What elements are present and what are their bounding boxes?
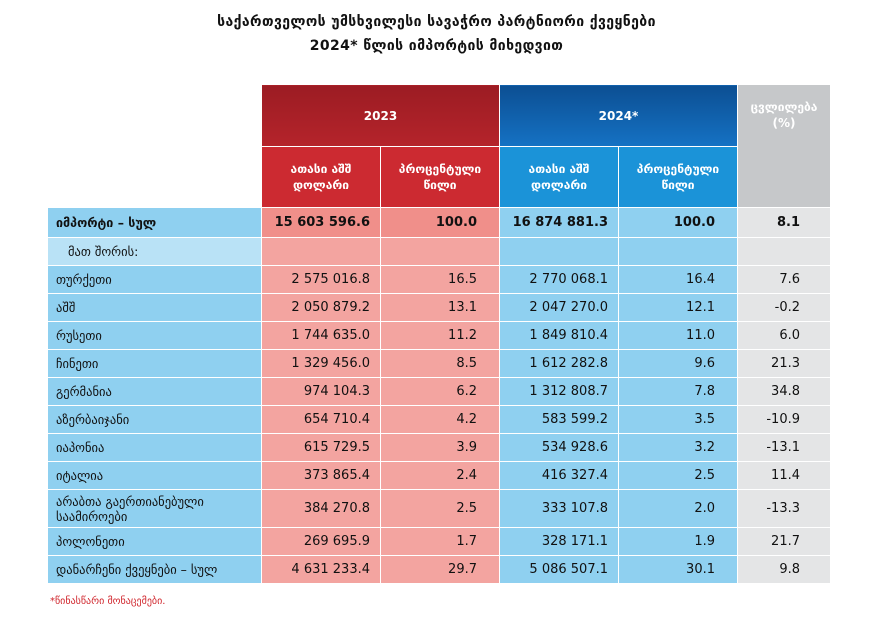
table-header — [48, 85, 831, 208]
table-row — [48, 378, 831, 406]
table-row — [48, 294, 831, 322]
header-2023: 2023 — [262, 85, 500, 147]
row-label: იტალია — [48, 462, 262, 490]
row-label: იაპონია — [48, 434, 262, 462]
value-2024-cell: 333 107.8 — [500, 490, 619, 528]
share-2023-cell: 2.4 — [381, 462, 500, 490]
share-2023-cell: 4.2 — [381, 406, 500, 434]
change-cell: 11.4 — [738, 462, 831, 490]
row-label: არაბთა გაერთიანებული საამიროები — [48, 490, 262, 528]
value-2023-cell: 373 865.4 — [262, 462, 381, 490]
change-cell: 34.8 — [738, 378, 831, 406]
share-2023-cell: 1.7 — [381, 528, 500, 556]
table-row — [48, 462, 831, 490]
value-2023-cell: 384 270.8 — [262, 490, 381, 528]
change-cell: 21.3 — [738, 350, 831, 378]
table-row — [48, 406, 831, 434]
share-2024-cell: 9.6 — [619, 350, 738, 378]
header-2023-share: პროცენტული წილი — [381, 147, 500, 208]
header-blank — [48, 85, 262, 208]
row-label: მათ შორის: — [48, 238, 262, 266]
value-2023-cell: 615 729.5 — [262, 434, 381, 462]
value-2023-cell — [262, 238, 381, 266]
table-row — [48, 266, 831, 294]
table-row — [48, 208, 831, 238]
import-table — [47, 84, 831, 584]
row-label: აზერბაიჯანი — [48, 406, 262, 434]
value-2023-cell: 4 631 233.4 — [262, 556, 381, 584]
value-2023-cell: 1 744 635.0 — [262, 322, 381, 350]
value-2023-cell: 2 050 879.2 — [262, 294, 381, 322]
share-2024-cell: 2.0 — [619, 490, 738, 528]
share-2024-cell: 30.1 — [619, 556, 738, 584]
table-row — [48, 322, 831, 350]
table-row — [48, 238, 831, 266]
share-2023-cell — [381, 238, 500, 266]
share-2024-cell: 2.5 — [619, 462, 738, 490]
header-2024-share: პროცენტული წილი — [619, 147, 738, 208]
share-2024-cell: 16.4 — [619, 266, 738, 294]
footnote: *წინასწარი მონაცემები. — [50, 596, 166, 607]
value-2024-cell — [500, 238, 619, 266]
change-cell: 8.1 — [738, 208, 831, 238]
share-2023-cell: 8.5 — [381, 350, 500, 378]
share-2023-cell: 11.2 — [381, 322, 500, 350]
change-cell: 21.7 — [738, 528, 831, 556]
value-2024-cell: 2 770 068.1 — [500, 266, 619, 294]
share-2024-cell: 1.9 — [619, 528, 738, 556]
value-2024-cell: 1 612 282.8 — [500, 350, 619, 378]
share-2023-cell: 13.1 — [381, 294, 500, 322]
share-2023-cell: 6.2 — [381, 378, 500, 406]
share-2024-cell: 11.0 — [619, 322, 738, 350]
value-2023-cell: 974 104.3 — [262, 378, 381, 406]
header-2024: 2024* — [500, 85, 738, 147]
value-2024-cell: 2 047 270.0 — [500, 294, 619, 322]
value-2024-cell: 1 312 808.7 — [500, 378, 619, 406]
share-2024-cell: 7.8 — [619, 378, 738, 406]
title-line-2: 2024* წლის იმპორტის მიხედვით — [309, 38, 564, 54]
share-2024-cell: 3.2 — [619, 434, 738, 462]
table-row — [48, 528, 831, 556]
table-row — [48, 350, 831, 378]
share-2024-cell — [619, 238, 738, 266]
change-cell: 6.0 — [738, 322, 831, 350]
table-row — [48, 434, 831, 462]
row-label: თურქეთი — [48, 266, 262, 294]
share-2024-cell: 12.1 — [619, 294, 738, 322]
value-2024-cell: 5 086 507.1 — [500, 556, 619, 584]
change-cell: 9.8 — [738, 556, 831, 584]
value-2024-cell: 328 171.1 — [500, 528, 619, 556]
value-2023-cell: 269 695.9 — [262, 528, 381, 556]
value-2024-cell: 1 849 810.4 — [500, 322, 619, 350]
change-cell — [738, 238, 831, 266]
header-change: ცვლილება (%) — [738, 85, 831, 208]
header-2023-value: ათასი აშშ დოლარი — [262, 147, 381, 208]
header-2024-value: ათასი აშშ დოლარი — [500, 147, 619, 208]
share-2023-cell: 3.9 — [381, 434, 500, 462]
change-cell: -0.2 — [738, 294, 831, 322]
row-label: პოლონეთი — [48, 528, 262, 556]
change-cell: -13.1 — [738, 434, 831, 462]
table-body — [48, 208, 831, 584]
table-row — [48, 556, 831, 584]
value-2024-cell: 416 327.4 — [500, 462, 619, 490]
share-2023-cell: 100.0 — [381, 208, 500, 238]
value-2023-cell: 654 710.4 — [262, 406, 381, 434]
share-2023-cell: 16.5 — [381, 266, 500, 294]
share-2024-cell: 3.5 — [619, 406, 738, 434]
table-row — [48, 490, 831, 528]
row-label: აშშ — [48, 294, 262, 322]
share-2023-cell: 29.7 — [381, 556, 500, 584]
share-2024-cell: 100.0 — [619, 208, 738, 238]
title-line-1: საქართველოს უმსხვილესი სავაჭრო პარტნიორი ქვეყნები — [217, 14, 656, 30]
change-cell: -13.3 — [738, 490, 831, 528]
row-label: ჩინეთი — [48, 350, 262, 378]
row-label: იმპორტი – სულ — [48, 208, 262, 238]
value-2024-cell: 16 874 881.3 — [500, 208, 619, 238]
change-cell: 7.6 — [738, 266, 831, 294]
row-label: დანარჩენი ქვეყნები – სულ — [48, 556, 262, 584]
row-label: რუსეთი — [48, 322, 262, 350]
value-2024-cell: 534 928.6 — [500, 434, 619, 462]
row-label: გერმანია — [48, 378, 262, 406]
value-2023-cell: 15 603 596.6 — [262, 208, 381, 238]
change-cell: -10.9 — [738, 406, 831, 434]
value-2023-cell: 1 329 456.0 — [262, 350, 381, 378]
share-2023-cell: 2.5 — [381, 490, 500, 528]
value-2024-cell: 583 599.2 — [500, 406, 619, 434]
value-2023-cell: 2 575 016.8 — [262, 266, 381, 294]
